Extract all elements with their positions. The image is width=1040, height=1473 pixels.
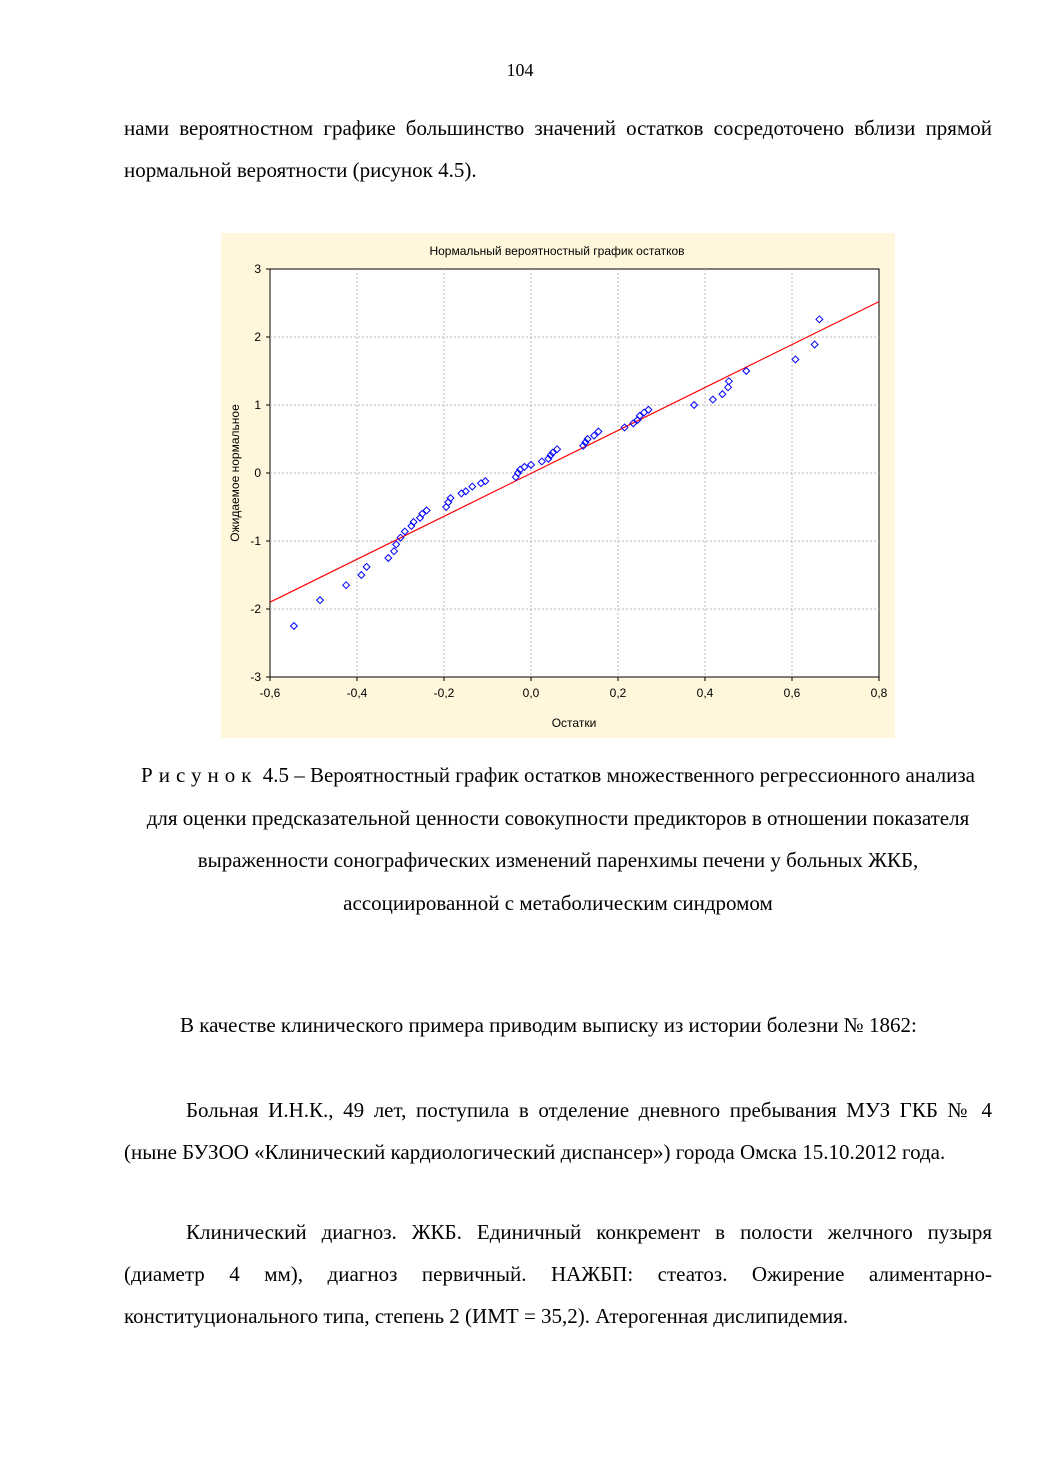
body-paragraph: В качестве клинического примера приводим выписку из истории болезни № 1862: bbox=[180, 1013, 917, 1037]
figure-caption bbox=[124, 754, 992, 924]
y-tick-label: -2 bbox=[250, 602, 261, 616]
x-tick-label: 0,0 bbox=[522, 686, 540, 700]
x-tick-label: 0,2 bbox=[609, 686, 627, 700]
page-number: 104 bbox=[506, 60, 534, 80]
y-tick-label: 3 bbox=[254, 262, 261, 276]
x-tick-label: -0,4 bbox=[346, 686, 368, 700]
intro-paragraph: нами вероятностном графике большинство значений остатков сосредоточено вблизи прямой нормальной вероятности (рисунок 4.5). bbox=[124, 116, 992, 182]
x-tick-label: -0,6 bbox=[259, 686, 281, 700]
y-axis-label: Ожидаемое нормальное bbox=[228, 404, 242, 542]
x-tick-label: -0,2 bbox=[433, 686, 455, 700]
x-tick-label: 0,8 bbox=[870, 686, 888, 700]
x-tick-label: 0,4 bbox=[696, 686, 714, 700]
x-tick-label: 0,6 bbox=[783, 686, 801, 700]
x-axis-ticks bbox=[260, 677, 888, 700]
body-paragraph: Больная И.Н.К., 49 лет, поступила в отделение дневного пребывания МУЗ ГКБ № 4 (ныне БУЗОО «Клинический кардиологический диспансер») города Омска 15.10.2012 года. bbox=[124, 1098, 992, 1164]
figure-chart bbox=[221, 233, 895, 738]
y-tick-label: 2 bbox=[254, 330, 261, 344]
caption-text: 4.5 – Вероятностный график остатков множественного регрессионного анализа для оценки предсказательной ценности совокупности предикторов в отношении показателя выраженности сонографических изменений паренхимы печени у больных ЖКБ, ассоциированной с метаболическим синдромом bbox=[146, 763, 975, 915]
caption-label: Рисунок bbox=[141, 763, 258, 787]
y-tick-label: 0 bbox=[254, 466, 261, 480]
x-axis-label: Остатки bbox=[551, 716, 597, 730]
y-tick-label: -1 bbox=[250, 534, 261, 548]
chart-title: Нормальный вероятностный график остатков bbox=[429, 244, 685, 258]
y-tick-label: 1 bbox=[254, 398, 261, 412]
body-paragraph: Клинический диагноз. ЖКБ. Единичный конкремент в полости желчного пузыря (диаметр 4 мм), диагноз первичный. НАЖБП: стеатоз. Ожирение алиментарно-конституционального типа, степень 2 (ИМТ = 35,2). Атерогенная дислипидемия. bbox=[124, 1220, 992, 1328]
y-axis-ticks bbox=[250, 262, 270, 684]
y-tick-label: -3 bbox=[250, 670, 261, 684]
probability-plot bbox=[221, 233, 895, 738]
